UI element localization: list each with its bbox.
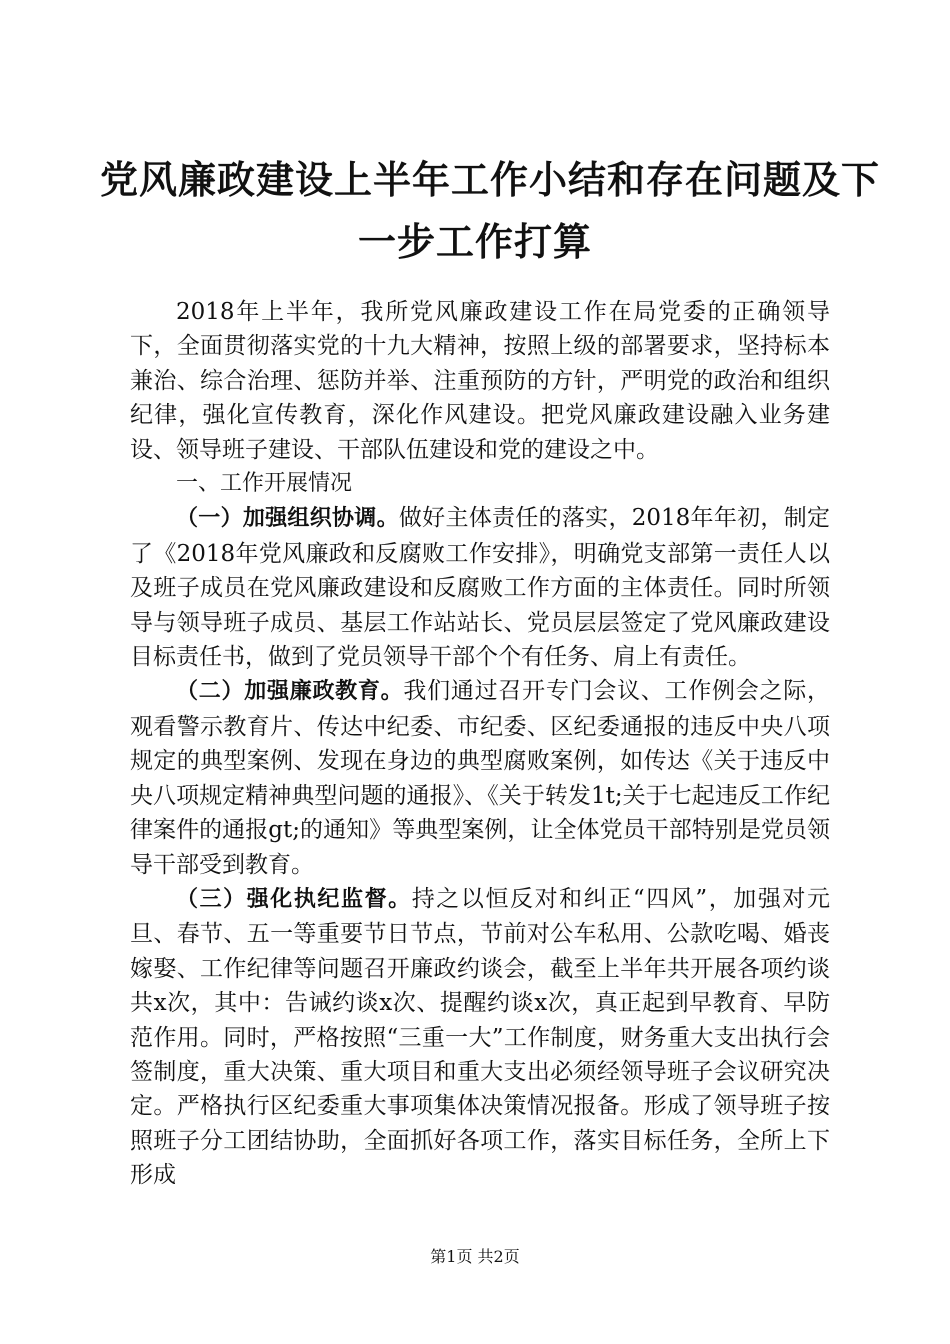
document-title-line-2: 一步工作打算 <box>357 219 592 264</box>
item-text-2: 我们通过召开专门会议、工作例会之际，观看警示教育片、传达中纪委、市纪委、区纪委通报的违反中央八项规定的典型案例、发现在身边的典型腐败案例，如传达《关于违反中央八项规定精神典型问题的通报》、《关于转发1t;关于七起违反工作纪律案件的通报gt;的通知》等典型案例，让全体党员干部特别是党员领导干部受到教育。 <box>130 678 830 878</box>
page-footer: 第1页 共2页 <box>430 1247 520 1266</box>
item-heading-1: （一）加强组织协调。 <box>176 506 399 532</box>
document-body <box>130 295 830 1193</box>
item-text-1: 做好主体责任的落实，2018年年初，制定了《2018年党风廉政和反腐败工作安排》，明确党支部第一责任人以及班子成员在党风廉政建设和反腐败工作方面的主体责任。同时所领导与领导班子成员、基层工作站站长、党员层层签定了党风廉政建设目标责任书，做到了党员领导干部个个有任务、肩上有责任。 <box>130 505 830 671</box>
item-paragraph-3 <box>130 882 830 1193</box>
document-title-line-1: 党风廉政建设上半年工作小结和存在问题及下 <box>100 157 881 202</box>
item-heading-2: （二）加强廉政教育。 <box>176 679 404 705</box>
item-paragraph-2 <box>130 674 830 881</box>
item-text-3: 持之以恒反对和纠正“四风”，加强对元旦、春节、五一等重要节日节点，节前对公车私用、公款吃喝、婚丧嫁娶、工作纪律等问题召开廉政约谈会，截至上半年共开展各项约谈共x次，其中：告诫约谈x次、提醒约谈x次，真正起到早教育、早防范作用。同时，严格按照“三重一大”工作制度，财务重大支出执行会签制度，重大决策、重大项目和重大支出必须经领导班子会议研究决定。严格执行区纪委重大事项集体决策情况报备。形成了领导班子按照班子分工团结协助，全面抓好各项工作，落实目标任务，全所上下形成 <box>130 885 830 1189</box>
item-paragraph-1 <box>130 501 830 674</box>
section-heading-work-progress: 一、工作开展情况 <box>176 471 353 497</box>
intro-paragraph: 2018年上半年，我所党风廉政建设工作在局党委的正确领导下，全面贯彻落实党的十九大精神，按照上级的部署要求，坚持标本兼治、综合治理、惩防并举、注重预防的方针，严明党的政治和组织纪律，强化宣传教育，深化作风建设。把党风廉政建设融入业务建设、领导班子建设、干部队伍建设和党的建设之中。 <box>130 299 830 463</box>
item-heading-3: （三）强化执纪监督。 <box>176 886 412 912</box>
